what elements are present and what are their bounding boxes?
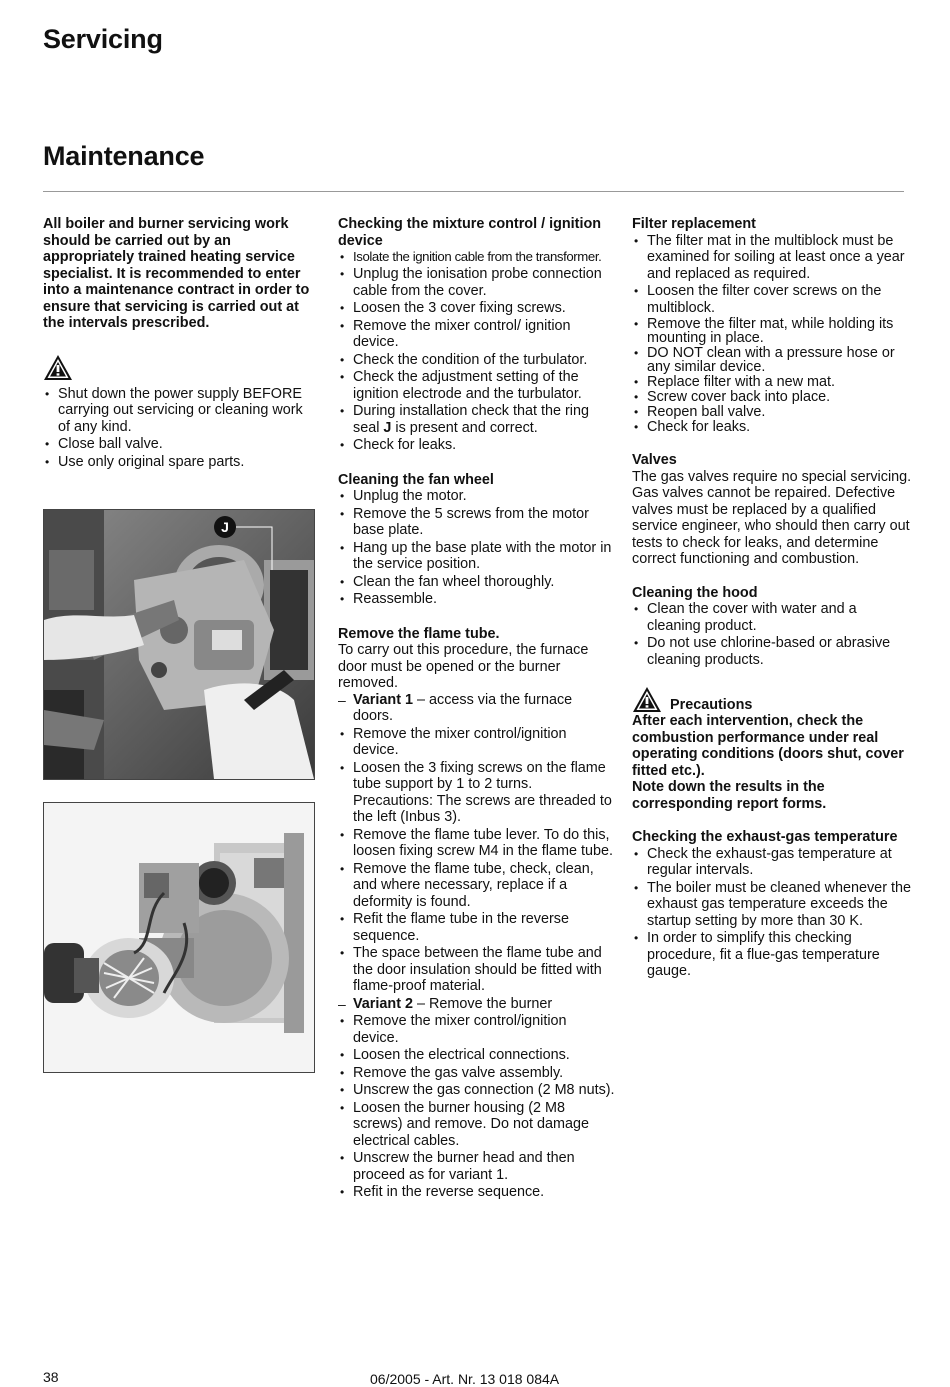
exhaust-heading: Checking the exhaust-gas temperature [632,829,898,845]
list-item: • Check the adjustment setting of the ignition electrode and the turbulator. [338,369,616,402]
list-item: • Clean the cover with water and a cleaning product. [632,601,912,634]
precautions-heading: Precautions [670,696,753,713]
seal-check-suffix: is present and correct. [391,419,538,436]
list-item: • Close ball valve. [43,436,318,453]
variant-1-text: – access via the furnace doors. [353,691,573,724]
filter-list [632,233,912,435]
list-item [338,403,616,436]
list-item: • Check for leaks. [632,420,912,434]
hood-list [632,601,912,668]
fan-wheel-list [338,488,616,608]
footer-reference: 06/2005 - Art. Nr. 13 018 084A [370,1371,560,1387]
warning-icon [43,354,73,381]
variant-1-item [338,692,616,725]
hood-heading: Cleaning the hood [632,584,758,601]
precautions-text-2: Note down the results in the corresponding report forms. [632,779,827,812]
variant-1-label: Variant 1 [353,691,413,708]
valves-text-1: The gas valves require no special servicing. [632,468,912,485]
list-item: • Refit in the reverse sequence. [338,1184,616,1201]
list-item: • Loosen the filter cover screws on the multiblock. [632,283,912,316]
filter-heading: Filter replacement [632,216,756,232]
valves-heading: Valves [632,452,677,468]
mixer-control-photo [43,509,315,780]
seal-letter: J [383,419,392,436]
valves-text-2: Gas valves cannot be repaired. Defective valves must be replaced by a qualified service engineer, who should then carry out tests to check for leaks, and determine correct functioning and combustion. [632,485,910,567]
flame-tube-heading: Remove the flame tube. [338,625,500,642]
list-item: • Refit the flame tube in the reverse sequence. [338,911,616,944]
list-item: • Unscrew the gas connection (2 M8 nuts). [338,1082,616,1099]
burner-assembly-photo [43,802,315,1073]
list-item: • Screw cover back into place. [632,390,912,404]
list-item: • DO NOT clean with a pressure hose or any similar device. [632,346,912,374]
safety-list [43,386,318,471]
list-item: • Unplug the ionisation probe connection cable from the cover. [338,266,616,299]
list-item: • Hang up the base plate with the motor in the service position. [338,540,616,573]
page-title: Maintenance [43,141,205,171]
list-item: • Shut down the power supply BEFORE carrying out servicing or cleaning work of any kind. [43,386,318,436]
list-item: • Remove the filter mat, while holding its mounting in place. [632,317,912,345]
list-item: • Remove the mixer control/ignition device. [338,1013,616,1046]
list-item: • Remove the flame tube, check, clean, and where necessary, replace if a deformity is found. [338,861,616,911]
list-item: • Use only original spare parts. [43,454,318,471]
title-divider [43,191,904,192]
list-item: • Reopen ball valve. [632,405,912,419]
precautions-heading-row [632,686,912,713]
list-item: • Remove the flame tube lever. To do this, loosen fixing screw M4 in the flame tube. [338,827,616,860]
list-item: • Do not use chlorine-based or abrasive cleaning products. [632,635,912,668]
list-item: • Remove the 5 screws from the motor base plate. [338,506,616,539]
list-item: • Check the condition of the turbulator. [338,352,616,369]
callout-label-j: J [221,519,229,535]
list-item: • Remove the gas valve assembly. [338,1065,616,1082]
page-number: 38 [43,1369,59,1385]
list-item: • Reassemble. [338,591,616,608]
flame-tube-intro: To carry out this procedure, the furnace door must be opened or the burner removed. [338,642,589,691]
warning-icon [632,686,662,713]
flame-tube-list [338,692,616,1201]
variant-2-text: – Remove the burner [413,995,553,1012]
left-column [43,216,318,471]
list-item: • Loosen the 3 cover fixing screws. [338,300,616,317]
fan-wheel-heading: Cleaning the fan wheel [338,471,494,488]
list-item: • The space between the flame tube and the door insulation should be fitted with flame-proof material. [338,945,616,995]
list-item: • The filter mat in the multiblock must be examined for soiling at least once a year and replaced as required. [632,233,912,283]
mixture-control-heading: Checking the mixture control / ignition device [338,216,602,249]
list-item: • Remove the mixer control/ignition device. [338,726,616,759]
middle-column [338,216,616,1202]
exhaust-list [632,846,912,980]
list-item: • Loosen the burner housing (2 M8 screws) and remove. Do not damage electrical cables. [338,1100,616,1150]
list-item: • Clean the fan wheel thoroughly. [338,574,616,591]
variant-2-label: Variant 2 [353,995,413,1012]
list-item: • The boiler must be cleaned whenever the exhaust gas temperature exceeds the startup setting by more than 30 K. [632,880,912,930]
section-title: Servicing [43,24,163,54]
list-item: • Check for leaks. [338,437,616,454]
intro-paragraph: All boiler and burner servicing work should be carried out by an appropriately trained heating service specialist. It is recommended to enter into a maintenance contract in order to ensure that servicing is carried out at the intervals prescribed. [43,216,310,331]
precautions-text-1: After each intervention, check the combustion performance under real operating conditions (doors shut, cover fitted etc.). [632,713,904,779]
variant-2-item [338,996,616,1013]
list-item: • Unplug the motor. [338,488,616,505]
seal-check-text: During installation check that the ring seal [353,403,589,436]
list-item: • Loosen the 3 fixing screws on the flame tube support by 1 to 2 turns. Precautions: The screws are threaded to the left (Inbus 3). [338,760,616,826]
list-item: • Remove the mixer control/ ignition device. [338,318,616,351]
list-item: • Check the exhaust-gas temperature at regular intervals. [632,846,912,879]
list-item: • In order to simplify this checking procedure, fit a flue-gas temperature gauge. [632,930,912,980]
list-item: • Replace filter with a new mat. [632,375,912,389]
list-item: • Unscrew the burner head and then proceed as for variant 1. [338,1150,616,1183]
list-item: • Loosen the electrical connections. [338,1047,616,1064]
mixture-control-list [338,249,616,454]
list-item: • Isolate the ignition cable from the transformer. [338,249,616,265]
right-column [632,216,912,981]
